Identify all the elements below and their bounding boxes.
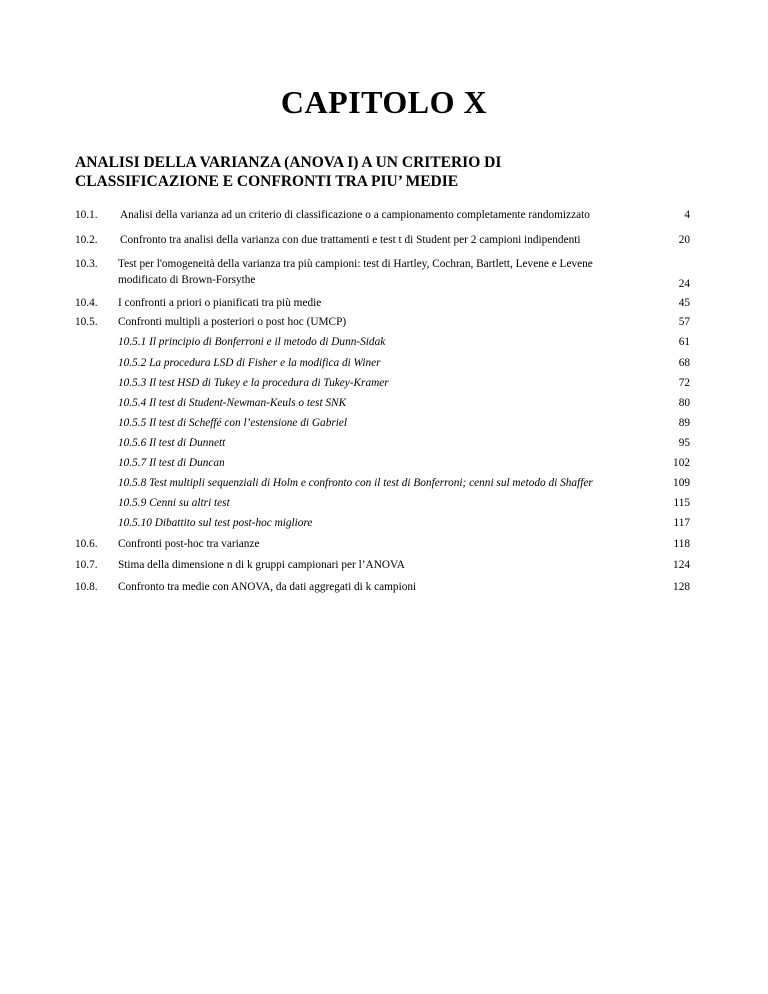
chapter-subtitle-line-2: CLASSIFICAZIONE E CONFRONTI TRA PIU’ MEDIE — [75, 173, 459, 190]
toc-entry-number: 10.5. — [75, 316, 98, 328]
toc-entry-title: Analisi della varianza ad un criterio di classificazione o a campionamento completamente randomizzato — [120, 209, 590, 221]
toc-entry-page: 24 — [678, 278, 690, 290]
toc-entry-page: 128 — [673, 581, 690, 593]
toc-entry-title: 10.5.7 Il test di Duncan — [118, 457, 225, 469]
toc-entry-page: 4 — [684, 209, 690, 221]
toc-entry-page: 72 — [678, 377, 690, 389]
toc-entry-title: 10.5.3 Il test HSD di Tukey e la procedura di Tukey-Kramer — [118, 377, 389, 389]
toc-entry-title: Test per l'omogeneità della varianza tra più campioni: test di Hartley, Cochran, Bartlett, Levene e Levene — [118, 258, 593, 270]
toc-entry-title: 10.5.8 Test multipli sequenziali di Holm e confronto con il test di Bonferroni; cenni sul metodo di Shaffer — [118, 477, 593, 489]
toc-entry-title: Confronto tra analisi della varianza con due trattamenti e test t di Student per 2 campioni indipendenti — [120, 234, 581, 246]
toc-entry-page: 124 — [673, 559, 690, 571]
toc-entry-title: 10.5.6 Il test di Dunnett — [118, 437, 226, 449]
toc-entry-title: 10.5.1 Il principio di Bonferroni e il metodo di Dunn-Sidak — [118, 336, 386, 348]
toc-entry-page: 89 — [678, 417, 690, 429]
toc-entry-title: 10.5.10 Dibattito sul test post-hoc migliore — [118, 517, 313, 529]
toc-entry-title: Confronti multipli a posteriori o post hoc (UMCP) — [118, 316, 347, 328]
toc-entry-number: 10.2. — [75, 234, 98, 246]
toc-entry-number: 10.7. — [75, 559, 98, 571]
toc-entry-page: 109 — [673, 477, 690, 489]
toc-entry-page: 95 — [678, 437, 690, 449]
toc-entry-page: 57 — [678, 316, 690, 328]
toc-entry-number: 10.6. — [75, 538, 98, 550]
toc-entry-title: I confronti a priori o pianificati tra più medie — [118, 297, 322, 309]
toc-entry-page: 45 — [678, 297, 690, 309]
toc-entry-page: 118 — [673, 538, 690, 550]
toc-entry-page: 102 — [673, 457, 690, 469]
chapter-subtitle-line-1: ANALISI DELLA VARIANZA (ANOVA I) A UN CRITERIO DI — [75, 154, 502, 171]
chapter-title: CAPITOLO X — [280, 84, 488, 120]
toc-entry-number: 10.8. — [75, 581, 98, 593]
toc-entry-title: 10.5.5 Il test di Scheffé con l’estensione di Gabriel — [118, 417, 348, 429]
toc-entry-title: modificato di Brown-Forsythe — [118, 274, 256, 286]
toc-entry-title: Stima della dimensione n di k gruppi campionari per l’ANOVA — [118, 559, 405, 571]
toc-entry-page: 115 — [673, 497, 690, 509]
toc-entry-number: 10.3. — [75, 258, 98, 270]
toc-entry-number: 10.1. — [75, 209, 98, 221]
toc-entry-number: 10.4. — [75, 297, 98, 309]
toc-entry-page: 117 — [673, 517, 690, 529]
toc-entry-title: 10.5.9 Cenni su altri test — [118, 497, 230, 509]
toc-entry-page: 61 — [678, 336, 690, 348]
toc-entry-title: Confronto tra medie con ANOVA, da dati aggregati di k campioni — [118, 581, 417, 593]
toc-entry-title: Confronti post-hoc tra varianze — [118, 538, 260, 550]
toc-entry-page: 68 — [678, 357, 690, 369]
toc-entry-title: 10.5.4 Il test di Student-Newman-Keuls o test SNK — [118, 397, 347, 409]
toc-entry-page: 20 — [678, 234, 690, 246]
toc-entry-page: 80 — [678, 397, 690, 409]
toc-entry-title: 10.5.2 La procedura LSD di Fisher e la modifica di Winer — [118, 357, 381, 369]
